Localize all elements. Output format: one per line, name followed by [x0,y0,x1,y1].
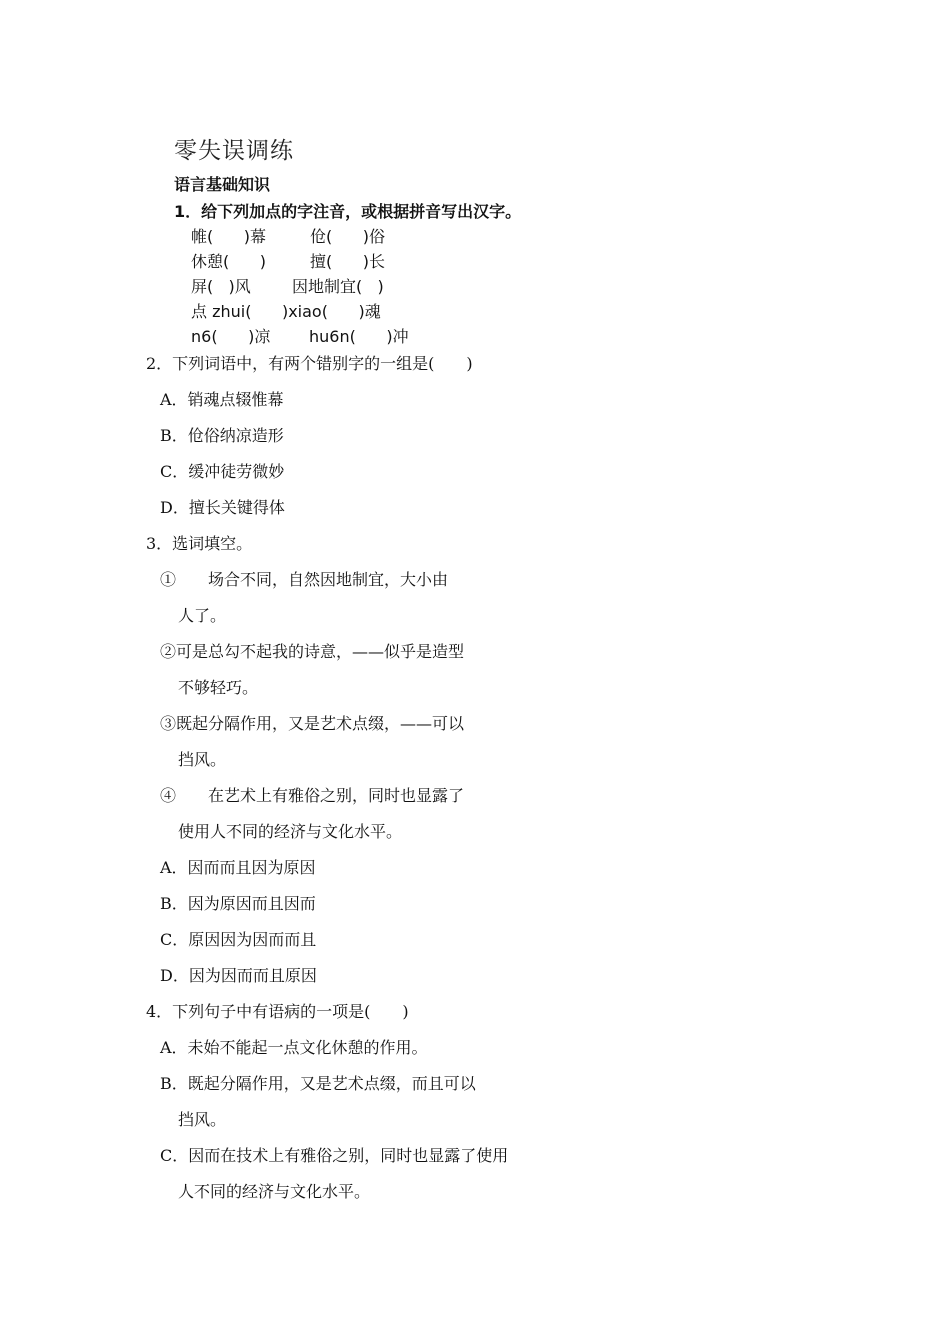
q3-item-4-line-2: 使用人不同的经济与文化水平。 [178,822,403,841]
q2-option-b: B．伧俗纳凉造形 [160,426,284,445]
q1-row-1-a: 帷( )幕 [191,227,267,246]
question-3-prompt: 3．选词填空。 [146,534,253,553]
q3-item-3-line-2: 挡风。 [178,750,227,769]
q1-row-5-a: n6( )凉 [191,327,271,346]
question-2-prompt: 2．下列词语中，有两个错别字的一组是( ) [146,354,473,373]
q3-option-b: B．因为原因而且因而 [160,894,316,913]
q4-option-b-line-1: B．既起分隔作用，又是艺术点缀，而且可以 [160,1074,476,1093]
q3-option-c: C．原因因为因而而且 [160,930,317,949]
q3-item-2-line-1: ②可是总勾不起我的诗意，——似乎是造型 [160,642,465,661]
question-4-prompt: 4．下列句子中有语病的一项是( ) [146,1002,409,1021]
q1-row-3-a: 屏( )风 [191,277,251,296]
q3-item-1-line-2: 人了。 [178,606,227,625]
q1-row-3-b: 因地制宜( ) [292,277,384,296]
q1-row-5-b: hu6n( )冲 [309,327,409,346]
q4-option-c-line-1: C．因而在技术上有雅俗之别，同时也显露了使用 [160,1146,509,1165]
q3-item-4-line-1: ④ 在艺术上有雅俗之别，同时也显露了 [160,786,465,805]
q2-option-a: A．销魂点辍惟幕 [160,390,284,409]
q2-option-c: C．缓冲徒劳微妙 [160,462,285,481]
q4-option-c-line-2: 人不同的经济与文化水平。 [178,1182,371,1201]
q2-option-d: D．擅长关键得体 [160,498,285,517]
q3-item-3-line-1: ③既起分隔作用，又是艺术点缀，——可以 [160,714,465,733]
q3-option-d: D．因为因而而且原因 [160,966,317,985]
q4-option-a: A．未始不能起一点文化休憩的作用。 [160,1038,428,1057]
q3-item-2-line-2: 不够轻巧。 [178,678,259,697]
question-1-prompt: 1．给下列加点的字注音，或根据拼音写出汉字。 [174,202,522,221]
q3-option-a: A．因而而且因为原因 [160,858,316,877]
q3-item-1-line-1: ① 场合不同，自然因地制宜，大小由 [160,570,449,589]
q4-option-b-line-2: 挡风。 [178,1110,227,1129]
q1-row-1-b: 伧( )俗 [310,227,386,246]
q1-row-2-a: 休憩( ) [191,252,267,271]
page-title: 零失误调练 [174,138,294,164]
section-heading: 语言基础知识 [174,175,271,194]
q1-row-2-b: 擅( )长 [310,252,386,271]
q1-row-4-a: 点 zhui( )xiao( )魂 [191,302,381,321]
